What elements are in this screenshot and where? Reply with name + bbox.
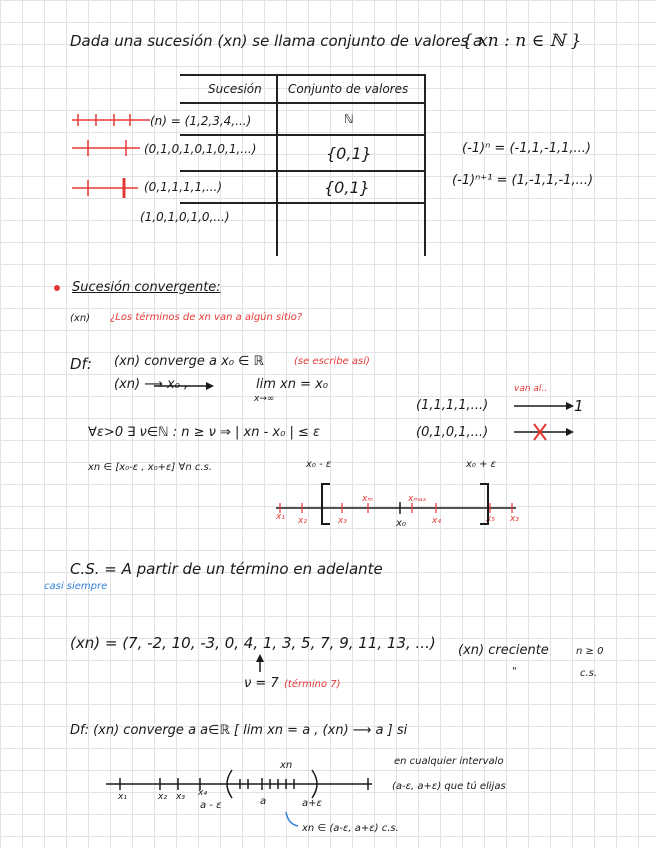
numline1-center: x₀	[396, 518, 406, 529]
cs-note: casi siempre	[44, 581, 108, 592]
seq-example: (xn) = (7, -2, 10, -3, 0, 4, 1, 3, 5, 7, 9, 11, 13, ...)	[70, 634, 436, 652]
example-1: (1,1,1,1,...)	[416, 398, 489, 413]
numline1-x5: x₅	[486, 514, 495, 524]
arrow-ex1-head	[566, 402, 574, 410]
intro-set: { xn : n ∈ ℕ }	[462, 31, 582, 51]
table-header-seq: Sucesión	[208, 82, 262, 96]
def2-x2: x₂	[158, 792, 167, 802]
arrow-ex2-head	[566, 428, 574, 436]
intro-text: Dada una sucesión (xn) se llama conjunto de valores a	[70, 32, 483, 50]
numline1-x4: x₄	[432, 516, 441, 526]
table-row-1-set: ℕ	[344, 112, 354, 126]
table-row-3-seq: (0,1,1,1,1,...)	[144, 180, 223, 194]
side-formula-1: (-1)ⁿ = (-1,1,-1,1,...)	[462, 141, 591, 156]
table-row-3-set: {0,1}	[324, 178, 370, 197]
def1-line4: xn ∈ [x₀-ε , x₀+ε] ∀n c.s.	[88, 462, 212, 473]
def2-a-plus: a+ε	[302, 798, 322, 809]
convergent-prefix: (xn)	[70, 313, 91, 324]
numline1-x3: x₃	[338, 516, 347, 526]
numline1-x3b: x₃	[510, 514, 519, 524]
example-2: (0,1,0,1,...)	[416, 425, 489, 440]
def1-line2c: x→∞	[254, 394, 275, 404]
def2-a-minus: a - ε	[200, 800, 222, 811]
blue-hook	[286, 812, 298, 826]
convergent-question: ¿Los términos de xn van a algún sitio?	[110, 312, 303, 323]
def1-line1: (xn) converge a x₀ ∈ ℝ	[114, 354, 264, 369]
def1-label: Df:	[70, 355, 92, 373]
arrow-converge-head	[206, 382, 214, 390]
numline2	[106, 770, 372, 798]
def2-cond: xn ∈ (a-ε, a+ε) c.s.	[302, 823, 399, 834]
numline1-x1: x₁	[276, 512, 285, 522]
convergent-title: Sucesión convergente:	[72, 280, 221, 295]
def2-x3: x₃	[176, 792, 185, 802]
example-1-target: 1	[574, 397, 584, 415]
cs-text: C.S. = A partir de un término en adelante	[70, 560, 383, 578]
def1-line2a: (xn) ⟶ x₀ ,	[114, 377, 189, 392]
seq-term: (término 7)	[284, 679, 341, 690]
seq-quote: "	[512, 666, 517, 677]
red-numberline-2	[72, 140, 140, 156]
table-row-1-seq: (n) = (1,2,3,4,...)	[150, 114, 252, 128]
side-formula-2: (-1)ⁿ⁺¹ = (1,-1,1,-1,...)	[452, 173, 594, 188]
numline1-right-label: x₀ + ε	[466, 459, 497, 470]
def1-note: (se escribe así)	[294, 356, 370, 367]
arrow-nu-head	[256, 654, 264, 662]
def2-note1: en cualquier intervalo	[394, 756, 504, 767]
table-row-4-seq: (1,0,1,0,1,0,...)	[140, 210, 230, 224]
seq-cs: c.s.	[580, 668, 598, 679]
def2-x1: x₁	[118, 792, 127, 802]
def2-x4: x₄	[198, 788, 207, 798]
def2-a: a	[260, 796, 267, 807]
numline1-x2: x₂	[298, 516, 307, 526]
numline1	[276, 484, 516, 524]
def2-text: Df: (xn) converge a a∈ℝ [ lim xn = a , (xn) ⟶ a ] si	[70, 723, 408, 738]
def2-xn: xn	[280, 760, 293, 771]
seq-nu: ν = 7	[244, 676, 279, 691]
def1-line3: ∀ε>0 ∃ ν∈ℕ : n ≥ ν ⇒ | xn - x₀ | ≤ ε	[88, 425, 321, 440]
table-header-set: Conjunto de valores	[288, 82, 409, 96]
table-row-2-seq: (0,1,0,1,0,1,0,1,...)	[144, 142, 257, 156]
seq-right: (xn) creciente	[458, 643, 549, 658]
numline1-xm: xₘ	[362, 494, 373, 504]
example-1-note: van al..	[514, 384, 548, 394]
numline1-left-label: x₀ - ε	[306, 459, 332, 470]
red-numberline-1	[72, 114, 150, 126]
table-row-2-set: {0,1}	[326, 144, 372, 163]
red-numberline-3	[72, 178, 138, 198]
def1-line2b: lim xn = x₀	[256, 377, 329, 392]
def2-note2: (a-ε, a+ε) que tú elijas	[392, 781, 506, 792]
numline1-xmax: xₘₐₓ	[408, 494, 427, 504]
seq-right2: n ≥ 0	[576, 646, 604, 657]
